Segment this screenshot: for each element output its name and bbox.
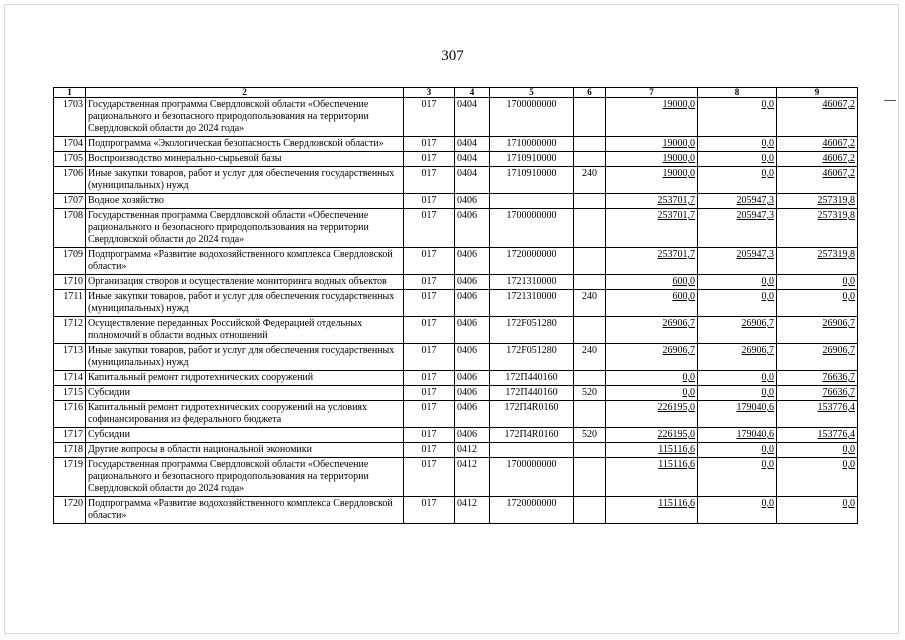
ministry-code: 017 <box>404 497 455 524</box>
target-article-code: 172F051280 <box>490 344 574 371</box>
table-row <box>54 317 858 344</box>
amount-col9: 26906,7 <box>777 317 858 344</box>
row-name: Осуществление переданных Российской Федерацией отдельных полномочий в области водных отношений <box>86 317 404 344</box>
amount-col8: 26906,7 <box>698 317 777 344</box>
table-row <box>54 290 858 317</box>
expense-type-code: 240 <box>574 167 606 194</box>
section-code: 0406 <box>455 428 490 443</box>
amount-col9: 26906,7 <box>777 344 858 371</box>
target-article-code: 1720000000 <box>490 248 574 275</box>
ministry-code: 017 <box>404 386 455 401</box>
ministry-code: 017 <box>404 401 455 428</box>
target-article-code: 1710910000 <box>490 167 574 194</box>
amount-col8: 0,0 <box>698 167 777 194</box>
amount-col8: 205947,3 <box>698 248 777 275</box>
col-header: 6 <box>574 88 606 98</box>
amount-col8: 0,0 <box>698 152 777 167</box>
section-code: 0404 <box>455 98 490 137</box>
row-name: Государственная программа Свердловской области «Обеспечение рационального и безопасного природопользования на территории Свердловской области до 2024 года» <box>86 209 404 248</box>
expense-type-code <box>574 371 606 386</box>
section-code: 0406 <box>455 248 490 275</box>
amount-col8: 205947,3 <box>698 194 777 209</box>
section-code: 0412 <box>455 497 490 524</box>
ministry-code: 017 <box>404 152 455 167</box>
amount-col8: 179040,6 <box>698 401 777 428</box>
ministry-code: 017 <box>404 248 455 275</box>
table-header-row <box>54 88 858 98</box>
amount-col7: 253701,7 <box>606 194 698 209</box>
amount-col7: 19000,0 <box>606 152 698 167</box>
table-row <box>54 194 858 209</box>
row-number: 1717 <box>54 428 86 443</box>
amount-col8: 179040,6 <box>698 428 777 443</box>
section-code: 0406 <box>455 275 490 290</box>
row-name: Воспроизводство минерально-сырьевой базы <box>86 152 404 167</box>
amount-col9: 46067,2 <box>777 167 858 194</box>
amount-col8: 0,0 <box>698 443 777 458</box>
table-row <box>54 458 858 497</box>
table-row <box>54 443 858 458</box>
row-name: Иные закупки товаров, работ и услуг для обеспечения государственных (муниципальных) нужд <box>86 344 404 371</box>
ministry-code: 017 <box>404 98 455 137</box>
table-row <box>54 209 858 248</box>
amount-col9: 46067,2 <box>777 137 858 152</box>
ministry-code: 017 <box>404 137 455 152</box>
target-article-code <box>490 194 574 209</box>
amount-col8: 26906,7 <box>698 344 777 371</box>
amount-col9: 0,0 <box>777 458 858 497</box>
section-code: 0404 <box>455 167 490 194</box>
expense-type-code <box>574 98 606 137</box>
amount-col9: 0,0 <box>777 497 858 524</box>
budget-table <box>53 87 858 524</box>
col-header: 8 <box>698 88 777 98</box>
amount-col7: 600,0 <box>606 290 698 317</box>
amount-col7: 253701,7 <box>606 248 698 275</box>
row-name: Водное хозяйство <box>86 194 404 209</box>
amount-col7: 253701,7 <box>606 209 698 248</box>
amount-col7: 115116,6 <box>606 458 698 497</box>
amount-col7: 26906,7 <box>606 344 698 371</box>
amount-col9: 76636,7 <box>777 371 858 386</box>
target-article-code <box>490 443 574 458</box>
target-article-code: 172П4R0160 <box>490 428 574 443</box>
amount-col9: 46067,2 <box>777 152 858 167</box>
amount-col8: 0,0 <box>698 98 777 137</box>
row-name: Подпрограмма «Развитие водохозяйственного комплекса Свердловской области» <box>86 497 404 524</box>
ministry-code: 017 <box>404 317 455 344</box>
target-article-code: 1700000000 <box>490 458 574 497</box>
amount-col7: 115116,6 <box>606 443 698 458</box>
target-article-code: 172F051280 <box>490 317 574 344</box>
expense-type-code: 240 <box>574 344 606 371</box>
expense-type-code <box>574 137 606 152</box>
amount-col9: 0,0 <box>777 275 858 290</box>
table-row <box>54 386 858 401</box>
section-code: 0404 <box>455 152 490 167</box>
amount-col7: 0,0 <box>606 371 698 386</box>
amount-col8: 0,0 <box>698 458 777 497</box>
row-name: Иные закупки товаров, работ и услуг для обеспечения государственных (муниципальных) нужд <box>86 290 404 317</box>
row-name: Другие вопросы в области национальной экономики <box>86 443 404 458</box>
col-header: 2 <box>86 88 404 98</box>
amount-col7: 19000,0 <box>606 137 698 152</box>
amount-col8: 0,0 <box>698 137 777 152</box>
row-name: Подпрограмма «Развитие водохозяйственного комплекса Свердловской области» <box>86 248 404 275</box>
amount-col7: 19000,0 <box>606 167 698 194</box>
row-name: Подпрограмма «Экологическая безопасность Свердловской области» <box>86 137 404 152</box>
section-code: 0406 <box>455 371 490 386</box>
row-number: 1720 <box>54 497 86 524</box>
table-row <box>54 137 858 152</box>
ministry-code: 017 <box>404 458 455 497</box>
ministry-code: 017 <box>404 344 455 371</box>
table-row <box>54 248 858 275</box>
row-number: 1714 <box>54 371 86 386</box>
row-number: 1713 <box>54 344 86 371</box>
expense-type-code <box>574 401 606 428</box>
expense-type-code <box>574 209 606 248</box>
amount-col9: 76636,7 <box>777 386 858 401</box>
row-number: 1703 <box>54 98 86 137</box>
row-number: 1711 <box>54 290 86 317</box>
row-name: Субсидии <box>86 386 404 401</box>
table-row <box>54 371 858 386</box>
table-row <box>54 428 858 443</box>
row-number: 1704 <box>54 137 86 152</box>
row-number: 1716 <box>54 401 86 428</box>
amount-col7: 115116,6 <box>606 497 698 524</box>
amount-col7: 19000,0 <box>606 98 698 137</box>
amount-col8: 0,0 <box>698 386 777 401</box>
ministry-code: 017 <box>404 428 455 443</box>
section-code: 0406 <box>455 290 490 317</box>
row-name: Организация створов и осуществление мониторинга водных объектов <box>86 275 404 290</box>
amount-col9: 0,0 <box>777 443 858 458</box>
ministry-code: 017 <box>404 275 455 290</box>
row-number: 1708 <box>54 209 86 248</box>
row-number: 1706 <box>54 167 86 194</box>
table-row <box>54 344 858 371</box>
col-header: 9 <box>777 88 858 98</box>
expense-type-code: 520 <box>574 428 606 443</box>
section-code: 0412 <box>455 458 490 497</box>
expense-type-code <box>574 443 606 458</box>
expense-type-code <box>574 194 606 209</box>
table-row <box>54 152 858 167</box>
row-number: 1718 <box>54 443 86 458</box>
page-number: 307 <box>441 48 464 64</box>
section-code: 0406 <box>455 344 490 371</box>
amount-col9: 46067,2 <box>777 98 858 137</box>
ministry-code: 017 <box>404 371 455 386</box>
ministry-code: 017 <box>404 167 455 194</box>
amount-col8: 0,0 <box>698 371 777 386</box>
row-number: 1709 <box>54 248 86 275</box>
target-article-code: 1700000000 <box>490 98 574 137</box>
amount-col7: 26906,7 <box>606 317 698 344</box>
row-number: 1715 <box>54 386 86 401</box>
table-row <box>54 401 858 428</box>
amount-col8: 0,0 <box>698 497 777 524</box>
table-row <box>54 497 858 524</box>
row-name: Государственная программа Свердловской области «Обеспечение рационального и безопасного природопользования на территории Свердловской области до 2024 года» <box>86 458 404 497</box>
ministry-code: 017 <box>404 209 455 248</box>
expense-type-code <box>574 458 606 497</box>
row-number: 1710 <box>54 275 86 290</box>
col-header: 3 <box>404 88 455 98</box>
margin-mark <box>884 100 896 101</box>
target-article-code: 172П440160 <box>490 371 574 386</box>
target-article-code: 1720000000 <box>490 497 574 524</box>
table-row <box>54 98 858 137</box>
section-code: 0406 <box>455 386 490 401</box>
row-name: Иные закупки товаров, работ и услуг для обеспечения государственных (муниципальных) нужд <box>86 167 404 194</box>
section-code: 0412 <box>455 443 490 458</box>
row-name: Капитальный ремонт гидротехнических сооружений <box>86 371 404 386</box>
target-article-code: 1721310000 <box>490 290 574 317</box>
amount-col8: 0,0 <box>698 290 777 317</box>
section-code: 0406 <box>455 317 490 344</box>
ministry-code: 017 <box>404 194 455 209</box>
amount-col9: 153776,4 <box>777 428 858 443</box>
expense-type-code: 240 <box>574 290 606 317</box>
target-article-code: 1700000000 <box>490 209 574 248</box>
amount-col9: 0,0 <box>777 290 858 317</box>
row-number: 1712 <box>54 317 86 344</box>
amount-col8: 205947,3 <box>698 209 777 248</box>
section-code: 0404 <box>455 137 490 152</box>
table-row <box>54 275 858 290</box>
col-header: 5 <box>490 88 574 98</box>
target-article-code: 1710910000 <box>490 152 574 167</box>
row-number: 1719 <box>54 458 86 497</box>
ministry-code: 017 <box>404 443 455 458</box>
ministry-code: 017 <box>404 290 455 317</box>
row-number: 1705 <box>54 152 86 167</box>
section-code: 0406 <box>455 194 490 209</box>
target-article-code: 172П440160 <box>490 386 574 401</box>
col-header: 4 <box>455 88 490 98</box>
target-article-code: 1710000000 <box>490 137 574 152</box>
col-header: 7 <box>606 88 698 98</box>
col-header: 1 <box>54 88 86 98</box>
row-name: Субсидии <box>86 428 404 443</box>
expense-type-code <box>574 248 606 275</box>
row-number: 1707 <box>54 194 86 209</box>
amount-col7: 0,0 <box>606 386 698 401</box>
expense-type-code <box>574 497 606 524</box>
expense-type-code: 520 <box>574 386 606 401</box>
amount-col9: 257319,8 <box>777 209 858 248</box>
amount-col9: 257319,8 <box>777 248 858 275</box>
target-article-code: 172П4R0160 <box>490 401 574 428</box>
section-code: 0406 <box>455 209 490 248</box>
expense-type-code <box>574 275 606 290</box>
amount-col7: 226195,0 <box>606 401 698 428</box>
target-article-code: 1721310000 <box>490 275 574 290</box>
amount-col7: 600,0 <box>606 275 698 290</box>
expense-type-code <box>574 152 606 167</box>
amount-col9: 257319,8 <box>777 194 858 209</box>
expense-type-code <box>574 317 606 344</box>
row-name: Капитальный ремонт гидротехнических сооружений на условиях софинансирования из федерального бюджета <box>86 401 404 428</box>
section-code: 0406 <box>455 401 490 428</box>
amount-col8: 0,0 <box>698 275 777 290</box>
amount-col7: 226195,0 <box>606 428 698 443</box>
amount-col9: 153776,4 <box>777 401 858 428</box>
table-row <box>54 167 858 194</box>
row-name: Государственная программа Свердловской области «Обеспечение рационального и безопасного природопользования на территории Свердловской области до 2024 года» <box>86 98 404 137</box>
